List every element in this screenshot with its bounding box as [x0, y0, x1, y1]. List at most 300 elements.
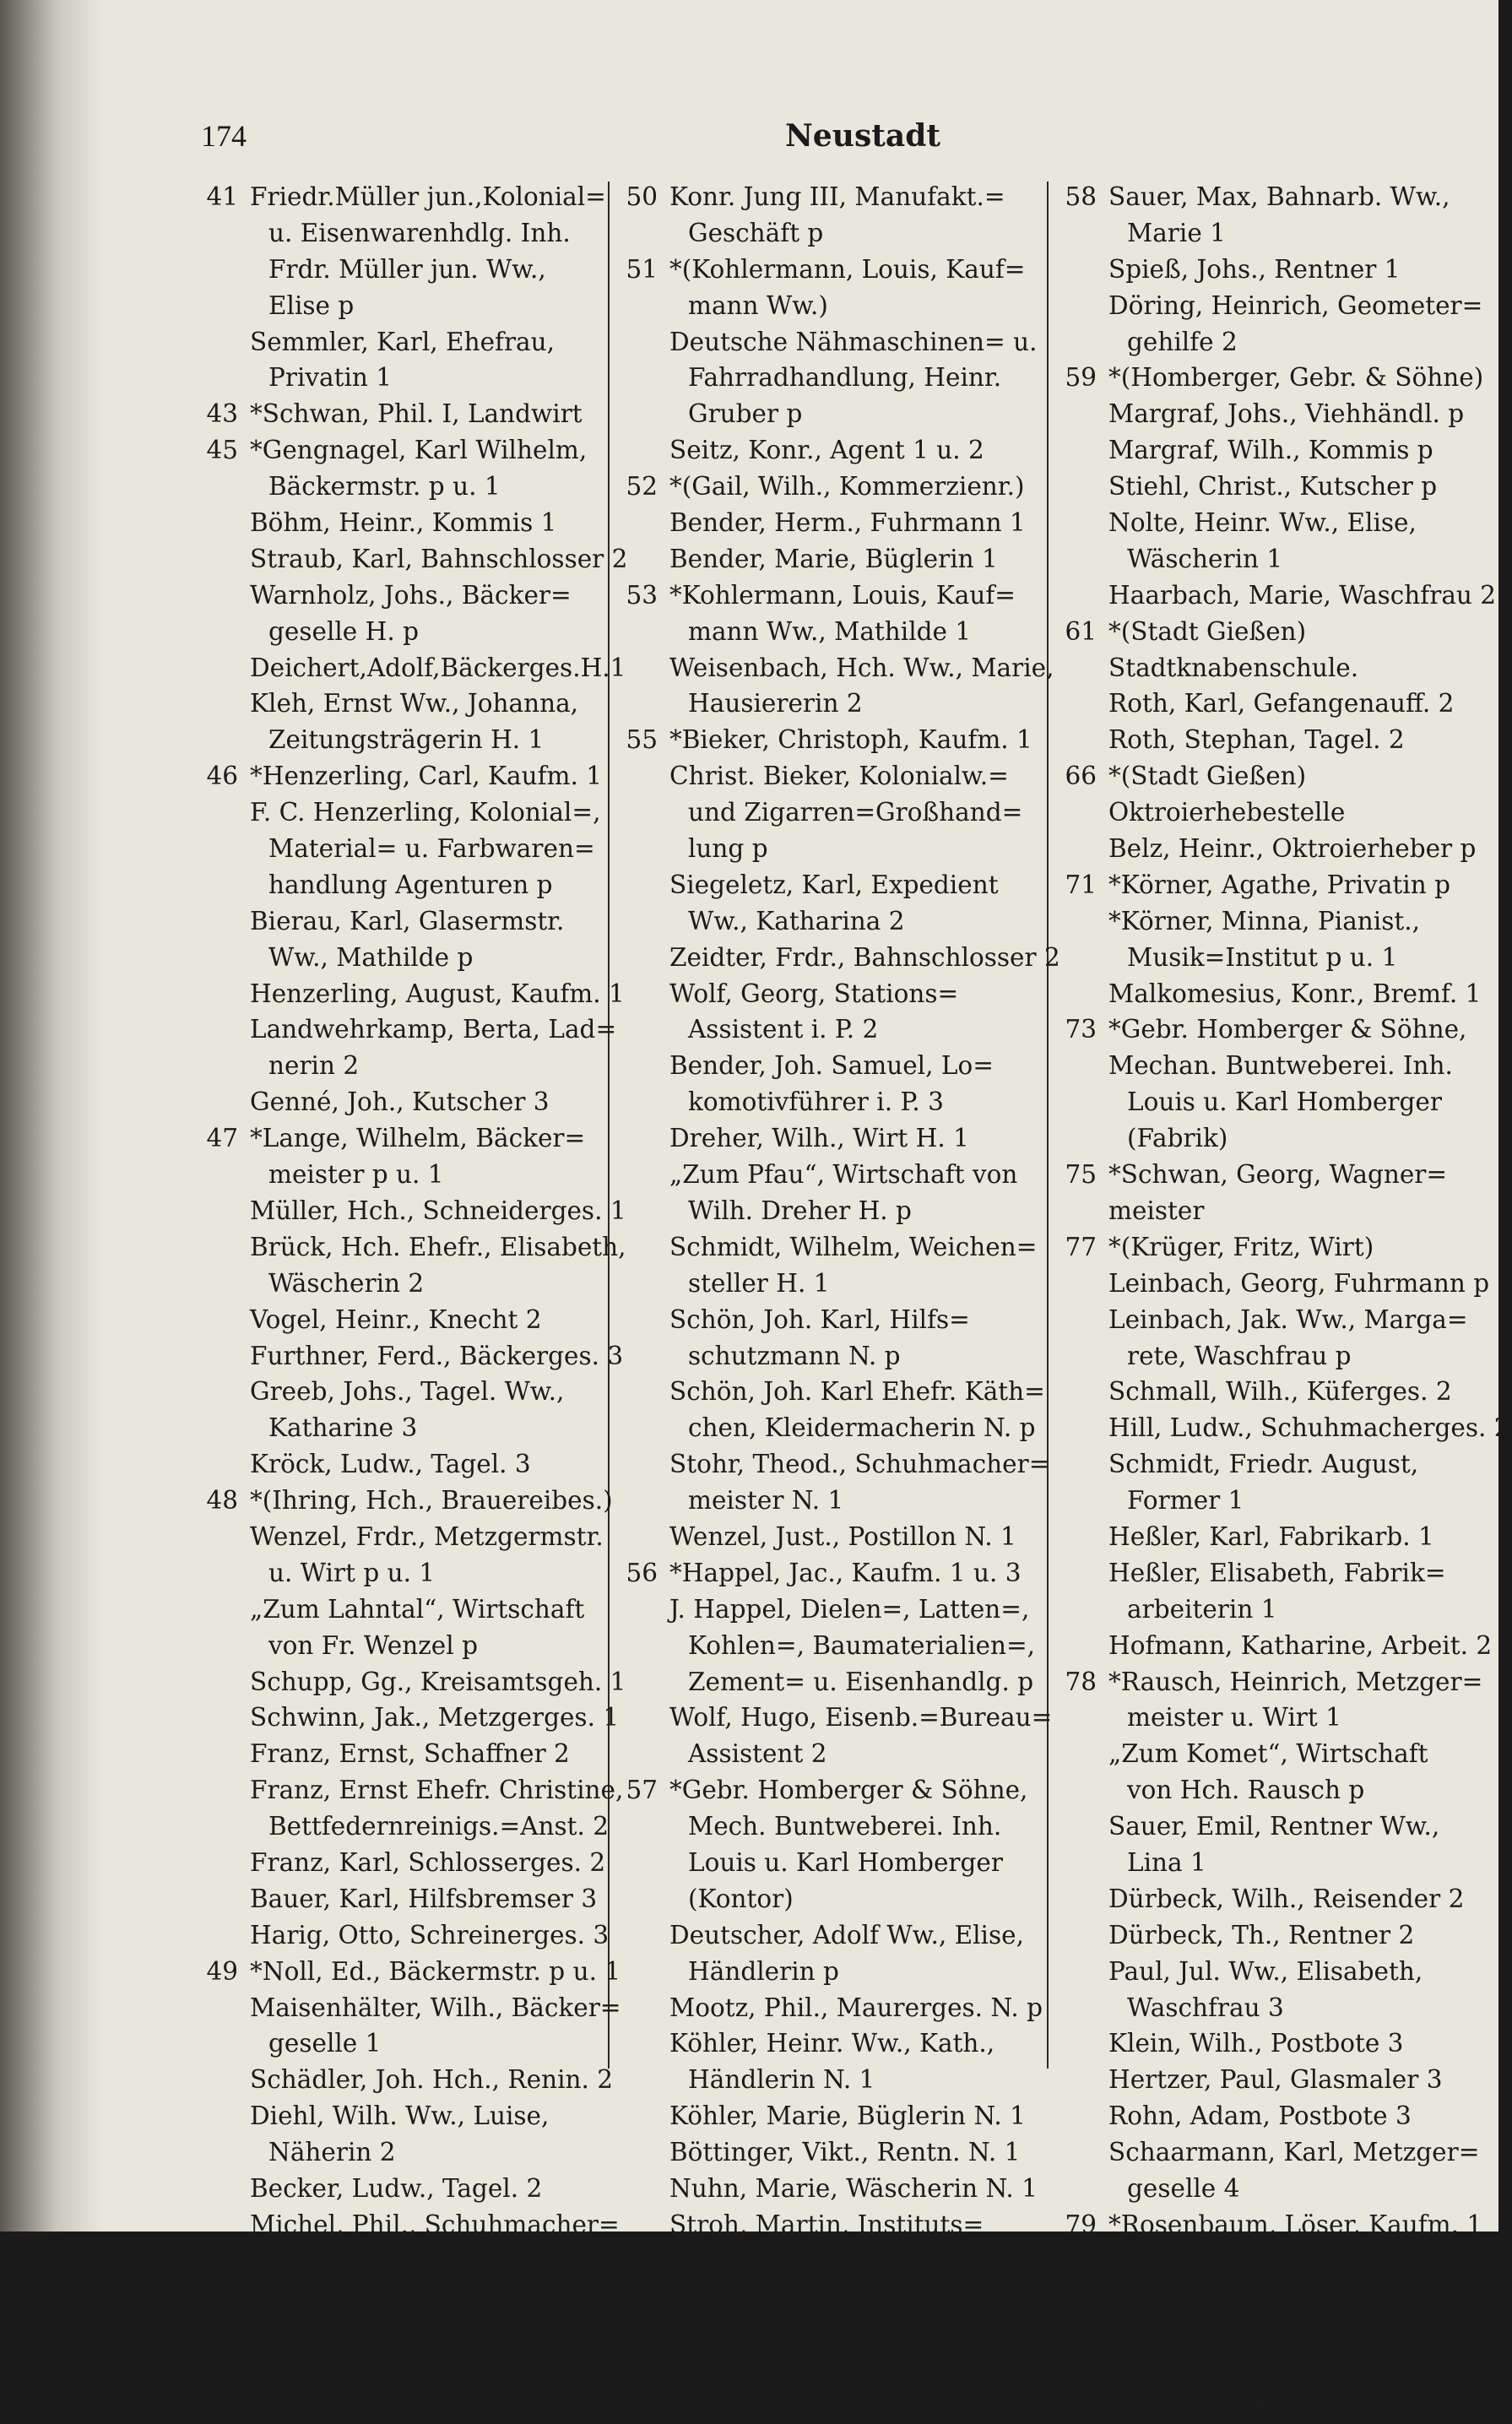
line-text: Diehl, Wilh. Ww., Luise, [250, 2101, 550, 2131]
line-text: Ww., Mathilde p [268, 942, 474, 972]
directory-line [1059, 686, 1482, 722]
directory-line [201, 2098, 598, 2134]
house-number: 79 [1065, 2210, 1097, 2239]
house-number: 43 [206, 399, 238, 429]
line-text: geselle 1 [268, 2029, 382, 2058]
line-text: Stork, Karl, Diener 2 [669, 2282, 933, 2312]
page-number: 174 [201, 119, 247, 153]
house-entry [201, 432, 598, 469]
directory-line [1059, 2388, 1482, 2424]
directory-line [1059, 505, 1482, 541]
directory-line [621, 2351, 1034, 2388]
directory-line [201, 1084, 598, 1120]
directory-line [201, 2207, 620, 2243]
line-text: Spieß, Johs., Rentner 1 [1108, 254, 1401, 284]
line-text: Privatin 1 [268, 363, 393, 393]
line-text: *Bieker, Christoph, Kaufm. 1 [669, 725, 1032, 755]
line-text: *Körner, Agathe, Privatin p [1108, 870, 1450, 899]
house-entry [621, 469, 1034, 505]
house-number: 53 [626, 580, 658, 610]
line-text: Köhler, Marie, Büglerin N. 1 [669, 2101, 1026, 2131]
directory-line [1059, 2316, 1482, 2352]
line-text: Michel, Phil., Schuhmacher= [250, 2210, 620, 2239]
line-text: u. Eisenwarenhdlg. Inh. [268, 218, 571, 247]
line-text: meister [1108, 1196, 1205, 1225]
directory-line [621, 1881, 1034, 1917]
line-text: u. Wirt p u. 1 [268, 1558, 436, 1587]
directory-line [201, 1048, 598, 1084]
line-text: Former 1 [1127, 1486, 1244, 1516]
line-text: Wirtschaft von Hch. Sauer p [669, 2391, 1029, 2421]
directory-line [621, 2171, 1038, 2207]
line-text: Wäscherin 1 [1127, 544, 1283, 573]
line-text: en detail, Konfektion p [1127, 2391, 1414, 2421]
house-number: 77 [1065, 1232, 1097, 1261]
directory-line [201, 2062, 614, 2098]
directory-line [1059, 1772, 1482, 1809]
line-text: Konr. Jung III, Manufakt.= [669, 182, 1005, 211]
directory-line [201, 940, 598, 976]
line-text: Köhler, Heinr. Ww., Kath., [669, 2029, 995, 2058]
line-text: *Körner, Minna, Pianist., [1108, 906, 1420, 935]
line-text: Vogel, Heinr., Knecht 2 [250, 1304, 542, 1334]
line-text: *(Kohlermann, Louis, Kauf= [669, 254, 1026, 284]
directory-line [1059, 541, 1482, 578]
line-text: von Fr. Wenzel p [268, 1630, 478, 1660]
house-number: 52 [626, 472, 658, 502]
line-text: Harig, Otto, Schreinerges. 3 [250, 1920, 610, 1950]
directory-line [621, 541, 1034, 578]
directory-line [621, 1193, 1034, 1229]
line-text: Näherin 2 [268, 2138, 396, 2167]
directory-line [201, 903, 598, 940]
line-text: Leinbach, Georg, Fuhrmann p [1108, 1268, 1490, 1298]
directory-line [201, 722, 598, 758]
line-text: *Rausch, Heinrich, Metzger= [1108, 1667, 1483, 1696]
line-text: Klein, Wilh., Postbote 3 [1108, 2029, 1404, 2058]
directory-line [201, 1917, 610, 1954]
line-text: Jacob, Siegmund, Kaufm. 1 [1108, 2246, 1451, 2275]
directory-line [1059, 1374, 1482, 1410]
directory-line [201, 1628, 598, 1664]
line-text: *Gebr. Homberger & Söhne, [1108, 1015, 1467, 1044]
line-text: Roth, Karl, Gefangenauff. 2 [1108, 689, 1455, 719]
line-text: Zeitungsträgerin H. 1 [268, 725, 545, 755]
directory-line [621, 1990, 1043, 2026]
line-text: Stiehl, Christ., Kutscher p [1108, 472, 1438, 502]
line-text: *(Ihring, Hch., Brauereibes.) [250, 1486, 613, 1516]
house-number: 58 [1065, 182, 1097, 211]
line-text: (Kontor) [688, 1884, 794, 1913]
directory-line [621, 1845, 1034, 1881]
line-text: Deichert,Adolf,Bäckerges.H.1 [250, 653, 626, 682]
line-text: Marie 1 [1127, 218, 1226, 247]
line-text: „Zum Komet“, Wirtschaft [1108, 1739, 1428, 1769]
line-text: Landwehrkamp, Berta, Lad= [250, 1015, 617, 1044]
line-text: Mech. Buntweberei. Inh. [688, 1812, 1002, 1841]
line-text: *Noll, Ed., Bäckermstr. p u. 1 [250, 1956, 621, 1986]
line-text: chen, Kleidermacherin N. p [688, 1413, 1036, 1443]
directory-line [621, 1048, 1034, 1084]
directory-line [201, 1410, 598, 1446]
line-text: Händlerin N. 1 [688, 2065, 875, 2095]
column-3 [1059, 179, 1510, 2424]
directory-line [621, 614, 1034, 650]
line-text: Schaarmann, Karl, Metzger= [1108, 2138, 1480, 2167]
line-text: Kröck, Ludw., Tagel. 3 [250, 1450, 531, 1479]
house-number: 45 [206, 436, 238, 465]
line-text: Döring, Heinrich, Geometer= [1108, 290, 1483, 320]
directory-line [1059, 1446, 1482, 1483]
directory-line [201, 1157, 598, 1193]
line-text: Bender, Herm., Fuhrmann 1 [669, 508, 1026, 538]
line-text: Sauer, Max, Bahnarb. Ww., [1108, 182, 1450, 211]
line-text: Straub, Karl, Bahnschlosser 2 [250, 544, 628, 573]
directory-line [201, 1809, 610, 1845]
line-text: Heßler, Karl, Fabrikarb. 1 [1108, 1521, 1434, 1551]
line-text: *Henzerling, Carl, Kaufm. 1 [250, 762, 603, 791]
directory-line [1059, 722, 1482, 758]
directory-line [621, 650, 1054, 686]
directory-line [1059, 794, 1482, 831]
line-text: *Gebr. Homberger & Söhne, [669, 1776, 1028, 1805]
directory-line [621, 1084, 1034, 1120]
line-text: Schmidt, Wilhelm, Weichen= [669, 1232, 1038, 1261]
line-text: Siegeletz, Karl, Expedient [669, 870, 999, 899]
directory-line [1059, 1483, 1482, 1519]
directory-line [621, 1917, 1034, 1954]
line-text: Leinbach, Jak. Ww., Marga= [1108, 1304, 1468, 1334]
line-text: Hill, Ludw., Schuhmacherges. 2 [1108, 1413, 1510, 1443]
line-text: Stohr, Theod., Schuhmacher= [669, 1450, 1050, 1479]
directory-line [621, 2098, 1034, 2134]
directory-line [1059, 1736, 1482, 1772]
house-entry [621, 722, 1034, 758]
line-text: Böttinger, Vikt., Rentn. N. 1 [669, 2138, 1021, 2167]
page-binding-shadow [0, 0, 101, 2231]
directory-line [1059, 1519, 1482, 1555]
line-text: mann Ww.) [688, 290, 828, 320]
line-text: schutzmann N. p [688, 1341, 901, 1370]
line-text: Schön, Joh. Karl, Hilfs= [669, 1304, 970, 1334]
line-text: Böhm, Heinr., Kommis 1 [250, 508, 557, 538]
house-entry [1059, 758, 1482, 794]
house-entry [621, 179, 1034, 215]
line-text: u. Kurzwaren en gros u. [1127, 2355, 1432, 2384]
directory-line [201, 1011, 617, 1048]
line-text: von Hch. Rausch p [1127, 1776, 1365, 1805]
line-text: Furthner, Ferd., Bäckerges. 3 [250, 1341, 624, 1370]
line-text: Belz, Heinr., Oktroierheber p [1108, 834, 1477, 864]
directory-line [621, 505, 1034, 541]
line-text: Dürbeck, Th., Rentner 2 [1108, 1920, 1415, 1950]
line-text: meister p u. 1 [268, 1160, 444, 1190]
line-text: *Jung, Konr., Kaufmann [250, 2391, 548, 2421]
directory-line [621, 1519, 1034, 1555]
line-text: Malkomesius, Konr., Bremf. 1 [1108, 979, 1482, 1008]
line-text: Schwinn, Jak., Metzgerges. 1 [250, 1703, 620, 1733]
line-text: Maisenhälter, Wilh., Bäcker= [250, 1993, 621, 2022]
line-text: *Lange, Wilhelm, Bäcker= [250, 1124, 586, 1153]
directory-line [201, 976, 625, 1012]
directory-line [621, 831, 1034, 867]
line-text: Elise p [268, 290, 355, 320]
directory-line [621, 2243, 1034, 2280]
directory-line [201, 469, 598, 505]
line-text: Margraf, Johs., Viehhändl. p [1108, 399, 1465, 429]
house-entry [1059, 867, 1482, 903]
directory-line [201, 2280, 598, 2316]
line-text: J. Happel, Dielen=, Latten=, [669, 1594, 1030, 1624]
directory-line [621, 1954, 1034, 1990]
directory-line [1059, 2351, 1482, 2388]
line-text: Wilh. Dreher H. p [688, 1196, 912, 1225]
line-text: diener N. 1 u. 2 [688, 2246, 886, 2275]
line-text: Frdr. Müller jun. Ww., [268, 254, 546, 284]
line-text: komotivführer i. P. 3 [688, 1087, 944, 1117]
line-text: Mootz, Phil., Maurerges. N. p [669, 1993, 1043, 2022]
house-number: 48 [206, 1486, 238, 1516]
line-text: geselle H. p [268, 616, 420, 646]
line-text: Brück, Hch. Ehefr., Elisabeth, [250, 1232, 626, 1261]
line-text: Mechan. Buntweberei. Inh. [1108, 1051, 1453, 1081]
directory-line [621, 2280, 1034, 2316]
line-text: handlung Agenturen p [268, 870, 553, 899]
house-entry [621, 578, 1034, 614]
directory-line [1059, 578, 1497, 614]
house-number: 47 [206, 1124, 238, 1153]
line-text: Fahrradhandlung, Heinr. [688, 363, 1002, 393]
directory-line [1059, 903, 1482, 940]
line-text: Deutscher, Adolf Ww., Elise, [669, 1920, 1024, 1950]
line-text: Bierau, Karl, Glasermstr. [250, 906, 565, 935]
line-text: Bettfedernreinigs.=Anst. 2 [268, 1812, 610, 1841]
house-entry [201, 1954, 621, 1990]
directory-line [201, 867, 598, 903]
line-text: Roth, Stephan, Tagel. 2 [1108, 725, 1405, 755]
directory-line [1059, 1990, 1482, 2026]
directory-line [1059, 1410, 1510, 1446]
directory-line [1059, 396, 1482, 432]
directory-line [621, 1302, 1034, 1338]
directory-line [621, 288, 1034, 324]
directory-line [621, 976, 1034, 1012]
directory-line [1059, 2171, 1482, 2207]
directory-line [621, 1700, 1053, 1736]
directory-line [201, 2351, 598, 2388]
house-number: 61 [1065, 616, 1097, 646]
directory-line [621, 940, 1060, 976]
directory-line [201, 2134, 598, 2171]
directory-line [1059, 1266, 1490, 1302]
house-entry [201, 396, 598, 432]
line-text: Sauer, Emil, Rentner Ww., [1108, 1812, 1440, 1841]
directory-line [201, 1664, 626, 1700]
line-text: Heßler, Elisabeth, Fabrik= [1108, 1558, 1446, 1587]
house-entry [1059, 614, 1482, 650]
directory-line [621, 794, 1034, 831]
directory-line [1059, 1302, 1482, 1338]
directory-line [621, 1446, 1050, 1483]
line-text: meister 3 [268, 2246, 388, 2275]
directory-line [201, 1772, 624, 1809]
house-number: 71 [1065, 870, 1097, 899]
directory-line [621, 867, 1034, 903]
directory-line [201, 541, 628, 578]
directory-line [201, 1229, 626, 1266]
directory-line [621, 1483, 1034, 1519]
house-number: 55 [626, 725, 658, 755]
line-text: Schön, Joh. Karl Ehefr. Käth= [669, 1377, 1045, 1407]
line-text: Hausiererin 2 [688, 689, 863, 719]
directory-line [1059, 432, 1482, 469]
line-text: Musik=Institut p u. 1 [1127, 942, 1398, 972]
directory-line [201, 831, 598, 867]
house-entry [1059, 1229, 1482, 1266]
directory-line [621, 1157, 1034, 1193]
house-number: 73 [1065, 1015, 1097, 1044]
directory-line [201, 614, 598, 650]
directory-line [621, 360, 1034, 396]
directory-line [621, 1628, 1034, 1664]
line-text: Henzerling, August, Kaufm. 1 [250, 979, 625, 1008]
directory-line [1059, 1881, 1482, 1917]
line-text: Ww., Katharina 2 [688, 906, 905, 935]
line-text: nerin 2 [268, 1051, 360, 1081]
directory-line [1059, 650, 1482, 686]
directory-line [1059, 215, 1482, 252]
directory-line [621, 1374, 1045, 1410]
line-text: Lina 1 [1127, 1847, 1206, 1877]
line-text: steller H. 1 [688, 1268, 830, 1298]
house-number: 57 [626, 1776, 658, 1805]
directory-line [201, 1193, 626, 1229]
directory-line [201, 324, 598, 361]
directory-line [1059, 1809, 1482, 1845]
line-text: Bäckermstr. p u. 1 [268, 472, 501, 502]
line-text: Gruber p [688, 399, 803, 429]
house-entry [201, 179, 606, 215]
line-text: Wenzel, Just., Postillon N. 1 [669, 1521, 1016, 1551]
house-entry [1059, 1157, 1482, 1193]
directory-line [621, 1410, 1034, 1446]
line-text: Semmler, Karl, Ehefrau, [250, 327, 555, 356]
house-entry [1059, 2207, 1482, 2243]
directory-line [621, 2134, 1034, 2171]
directory-line [201, 1990, 621, 2026]
line-text: geselle 4 [1127, 2173, 1240, 2203]
line-text: Werner, Heinr., Städt. Arbeit. [250, 2318, 620, 2348]
directory-line [201, 2243, 598, 2280]
line-text: *(Stadt Gießen) [1108, 762, 1307, 791]
directory-line [201, 1338, 624, 1375]
directory-line [201, 288, 598, 324]
house-entry [201, 1120, 598, 1157]
line-text: Material= u. Farbwaren= [268, 834, 595, 864]
directory-line [201, 2171, 598, 2207]
house-entry [201, 2388, 598, 2424]
line-text: Stadtknabenschule. [1108, 653, 1359, 682]
directory-line [1059, 1048, 1482, 1084]
line-text: Waschfrau 3 [1127, 1993, 1284, 2022]
directory-line [201, 650, 626, 686]
directory-line [621, 1338, 1034, 1375]
column-2 [621, 179, 1060, 2424]
directory-line [1059, 2025, 1482, 2062]
directory-line [621, 1664, 1034, 1700]
house-number: 58 [626, 2318, 658, 2348]
directory-line [621, 215, 1034, 252]
directory-line [621, 1736, 1034, 1772]
directory-line [1059, 1084, 1482, 1120]
directory-line [621, 324, 1038, 361]
directory-line [621, 1809, 1034, 1845]
house-number: 41 [206, 182, 238, 211]
directory-line [201, 1845, 606, 1881]
house-number: 50 [206, 2391, 238, 2421]
line-text: Bauer, Karl, Hilfsbremser 3 [250, 1884, 598, 1913]
line-text: Nolte, Heinr. Ww., Elise, [1108, 508, 1417, 538]
line-text: Bender, Joh. Samuel, Lo= [669, 1051, 994, 1081]
line-text: Louis u. Karl Homberger [1127, 1087, 1442, 1117]
line-text: L. Rosenbaum & Jacob, [1108, 2282, 1405, 2312]
line-text: Hofmann, Katharine, Arbeit. 2 [1108, 1630, 1493, 1660]
column-divider [1047, 182, 1049, 2069]
house-number: 78 [1065, 1667, 1097, 1696]
line-text: Friedr.Müller jun.,Kolonial= [250, 182, 606, 211]
directory-line [621, 396, 1034, 432]
house-entry [201, 1483, 613, 1519]
directory-line [201, 1519, 604, 1555]
line-text: Warnholz, Johs., Bäcker= [250, 580, 572, 610]
directory-line [201, 505, 598, 541]
directory-line [1059, 976, 1482, 1012]
house-number: 66 [1065, 762, 1097, 791]
line-text: Geschäft p [688, 218, 824, 247]
line-text: *(Stadt Gießen) [1108, 616, 1307, 646]
house-entry [1059, 1664, 1482, 1700]
line-text: Dürbeck, Wilh., Reisender 2 [1108, 1884, 1465, 1913]
line-text: Nuhn, Marie, Wäscherin N. 1 [669, 2173, 1038, 2203]
directory-line [1059, 1954, 1482, 1990]
line-text: F. C. Henzerling, Kolonial=, [250, 798, 601, 827]
directory-line [201, 1592, 598, 1628]
directory-line [1059, 1193, 1482, 1229]
line-text: Franz, Ernst Ehefr. Christine, [250, 1776, 624, 1805]
house-entry [1059, 179, 1482, 215]
line-text: Wolf, Hugo, Eisenb.=Bureau= [669, 1703, 1053, 1733]
line-text: *(Homberger, Gebr. & Söhne) [1108, 363, 1484, 393]
line-text: mann Ww., Mathilde 1 [688, 616, 972, 646]
page-title: Neustadt [785, 118, 941, 154]
house-entry [621, 252, 1034, 288]
line-text: Schupp, Gg., Kreisamtsgeh. 1 [250, 1667, 626, 1696]
line-text: Louis u. Karl Homberger [688, 1847, 1003, 1877]
house-entry [621, 2316, 1034, 2352]
line-text: Lager v. J. Happel H. p [250, 2282, 535, 2312]
directory-line [1059, 2243, 1482, 2280]
line-text: Paul, Jul. Ww., Elisabeth, [1108, 1956, 1423, 1986]
line-text: *(Friedel & Asprion) [669, 2318, 928, 2348]
directory-line [1059, 469, 1482, 505]
line-text: Bender, Marie, Büglerin 1 [669, 544, 998, 573]
line-text: Wenzel, Frdr., Metzgermstr. [250, 1521, 604, 1551]
line-text: Haarbach, Marie, Waschfrau 2 [1108, 580, 1497, 610]
directory-line [1059, 2280, 1482, 2316]
directory-line [1059, 252, 1482, 288]
line-text: Wolf, Georg, Stations= [669, 979, 959, 1008]
line-text: Schmall, Wilh., Küferges. 2 [1108, 1377, 1452, 1407]
